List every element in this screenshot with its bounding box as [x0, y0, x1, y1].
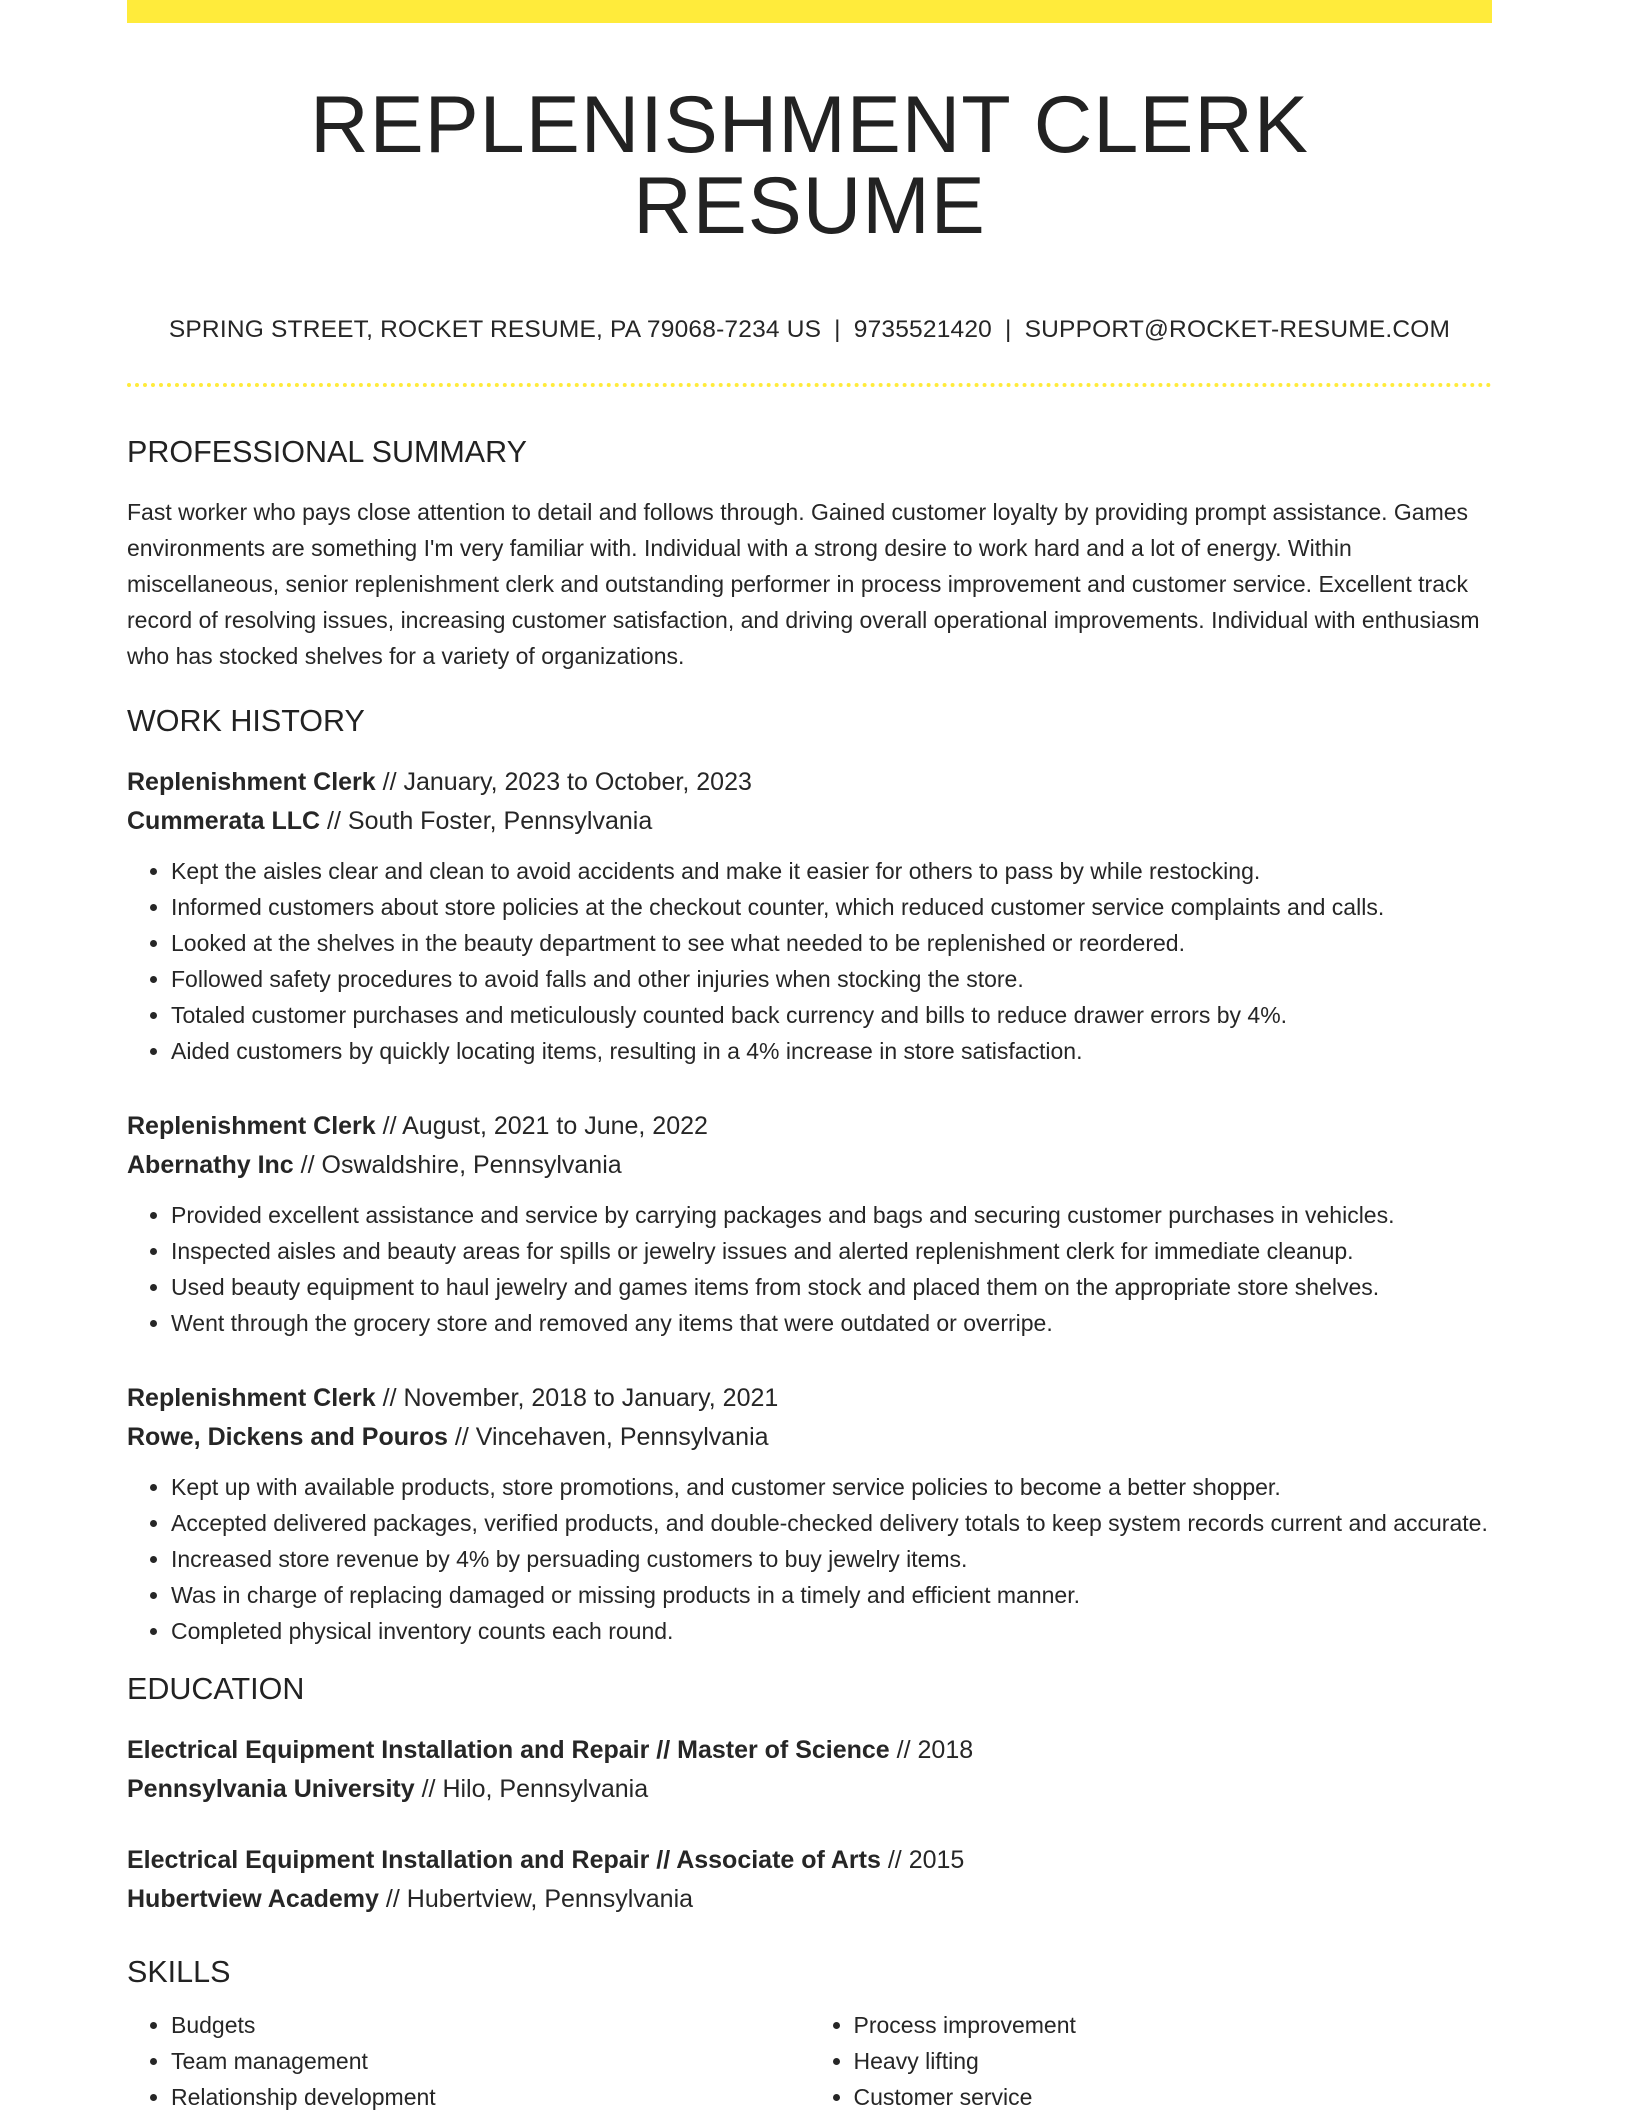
school: Hubertview Academy	[127, 1885, 379, 1914]
separator: //	[382, 1111, 397, 1140]
separator: //	[382, 1383, 397, 1412]
job-entry	[127, 1379, 1492, 1649]
separator: //	[896, 1736, 911, 1765]
contact-email: SUPPORT@ROCKET-RESUME.COM	[1024, 316, 1451, 343]
skills-section	[127, 1954, 1492, 2115]
dotted-divider	[127, 383, 1492, 387]
summary-text: Fast worker who pays close attention to detail and follows through. Gained customer loyalty by providing prompt assistance. Games environments are something I'm very familiar with. Individual with a strong desire to work hard and a lot of energy. Within miscellaneous, senior replenishment clerk and outstanding performer in process improvement and customer service. Excellent track record of resolving issues, increasing customer satisfaction, and driving overall operational improvements. Individual with enthusiasm who has stocked shelves for a variety of organizations.	[127, 498, 1480, 669]
degree: Electrical Equipment Installation and Repair // Master of Science	[127, 1736, 890, 1765]
job-dates: August, 2021 to June, 2022	[402, 1111, 708, 1140]
list-item: • Aided customers by quickly locating items, resulting in a 4% increase in store satisfaction.	[171, 1033, 1492, 1069]
education-entry	[127, 1841, 1492, 1919]
job-location: Oswaldshire, Pennsylvania	[321, 1150, 622, 1179]
list-item: • Looked at the shelves in the beauty department to see what needed to be replenished or reordered.	[171, 925, 1492, 961]
job-company: Rowe, Dickens and Pouros	[127, 1422, 448, 1451]
list-item: • Provided excellent assistance and service by carrying packages and bags and securing customer purchases in vehicles.	[171, 1197, 1492, 1233]
job-bullets	[127, 1197, 1492, 1341]
degree: Electrical Equipment Installation and Repair // Associate of Arts	[127, 1846, 881, 1875]
job-title: Replenishment Clerk	[127, 1383, 376, 1412]
list-item: • Inspected aisles and beauty areas for spills or jewelry issues and alerted replenishment clerk for immediate cleanup.	[171, 1233, 1492, 1269]
school-location: Hilo, Pennsylvania	[442, 1775, 649, 1804]
list-item: • Informed customers about store policies at the checkout counter, which reduced customer service complaints and calls.	[171, 889, 1492, 925]
section-heading: WORK HISTORY	[127, 703, 365, 738]
skill-item: • Process improvement	[854, 2007, 1493, 2043]
list-item: • Completed physical inventory counts each round.	[171, 1613, 1492, 1649]
job-location: South Foster, Pennsylvania	[347, 806, 653, 835]
skill-item: • Budgets	[171, 2007, 810, 2043]
contact-line	[127, 315, 1492, 344]
skills-left-list	[127, 2007, 810, 2115]
job-entry	[127, 1107, 1492, 1341]
list-item: • Followed safety procedures to avoid falls and other injuries when stocking the store.	[171, 961, 1492, 997]
contact-separator: |	[834, 316, 841, 343]
section-heading: SKILLS	[127, 1955, 231, 1990]
contact-phone: 9735521420	[853, 316, 993, 343]
job-company: Cummerata LLC	[127, 806, 321, 835]
job-title: Replenishment Clerk	[127, 767, 376, 796]
job-dates: November, 2018 to January, 2021	[403, 1383, 779, 1412]
job-title-line	[127, 1379, 1492, 1418]
list-item: • Totaled customer purchases and meticulously counted back currency and bills to reduce drawer errors by 4%.	[171, 997, 1492, 1033]
job-company-line	[127, 802, 1492, 841]
job-title-line	[127, 763, 1492, 802]
job-bullets	[127, 1469, 1492, 1649]
skill-item: • Team management	[171, 2043, 810, 2079]
graduation-year: 2018	[917, 1736, 974, 1765]
list-item: • Increased store revenue by 4% by persuading customers to buy jewelry items.	[171, 1541, 1492, 1577]
skills-right-list	[810, 2007, 1493, 2115]
job-title: Replenishment Clerk	[127, 1111, 376, 1140]
separator: //	[421, 1775, 436, 1804]
resume-page	[127, 0, 1492, 2115]
skill-item: • Heavy lifting	[854, 2043, 1493, 2079]
separator: //	[382, 767, 397, 796]
job-entry	[127, 763, 1492, 1069]
resume-title: REPLENISHMENT CLERK RESUME	[310, 80, 1309, 251]
job-company-line	[127, 1146, 1492, 1185]
separator: //	[887, 1846, 902, 1875]
contact-separator: |	[1005, 316, 1012, 343]
school-location: Hubertview, Pennsylvania	[406, 1885, 694, 1914]
work-history-section	[127, 703, 1492, 1649]
skills-columns	[127, 2007, 1492, 2115]
separator: //	[385, 1885, 400, 1914]
job-company: Abernathy Inc	[127, 1150, 294, 1179]
job-dates: January, 2023 to October, 2023	[403, 767, 752, 796]
section-heading: PROFESSIONAL SUMMARY	[127, 435, 527, 470]
separator: //	[454, 1422, 469, 1451]
accent-top-bar	[127, 0, 1492, 23]
education-section	[127, 1671, 1492, 1920]
job-location: Vincehaven, Pennsylvania	[475, 1422, 769, 1451]
job-company-line	[127, 1418, 1492, 1457]
school-line	[127, 1880, 1492, 1919]
summary-section	[127, 434, 1492, 674]
list-item: • Used beauty equipment to haul jewelry and games items from stock and placed them on the appropriate store shelves.	[171, 1269, 1492, 1305]
contact-address: SPRING STREET, ROCKET RESUME, PA 79068-7234 US	[168, 316, 822, 343]
job-bullets	[127, 853, 1492, 1069]
list-item: • Was in charge of replacing damaged or missing products in a timely and efficient manner.	[171, 1577, 1492, 1613]
skill-item: • Relationship development	[171, 2079, 810, 2115]
graduation-year: 2015	[908, 1846, 965, 1875]
list-item: • Kept up with available products, store promotions, and customer service policies to become a better shopper.	[171, 1469, 1492, 1505]
school-line	[127, 1770, 1492, 1809]
list-item: • Went through the grocery store and removed any items that were outdated or overripe.	[171, 1305, 1492, 1341]
degree-line	[127, 1731, 1492, 1770]
list-item: • Kept the aisles clear and clean to avoid accidents and make it easier for others to pass by while restocking.	[171, 853, 1492, 889]
separator: //	[327, 806, 341, 835]
skill-item: • Customer service	[854, 2079, 1493, 2115]
degree-line	[127, 1841, 1492, 1880]
section-heading: EDUCATION	[127, 1671, 305, 1706]
separator: //	[300, 1150, 315, 1179]
school: Pennsylvania University	[127, 1775, 415, 1804]
list-item: • Accepted delivered packages, verified products, and double-checked delivery totals to keep system records current and accurate.	[171, 1505, 1492, 1541]
education-entry	[127, 1731, 1492, 1809]
job-title-line	[127, 1107, 1492, 1146]
